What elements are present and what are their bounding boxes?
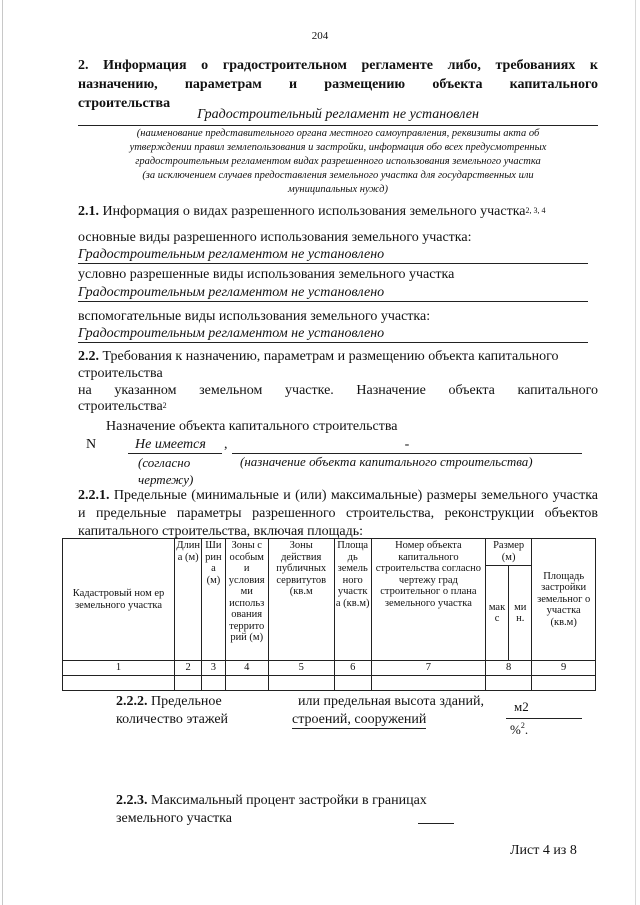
caption-object-purpose: (назначение объекта капитального строительства): [240, 454, 533, 469]
section-2-2-3-line-1: [116, 792, 427, 809]
col-number: 7: [371, 661, 485, 676]
th-size: Размер (м): [485, 539, 531, 566]
section-2-2-line-4-text: строительства: [78, 399, 163, 414]
th-length: Длин а (м): [175, 539, 202, 661]
col-number: 9: [532, 661, 596, 676]
basic-uses-label: основные виды разрешенного использования земельного участка:: [78, 230, 472, 245]
col-number: 2: [175, 661, 202, 676]
section-2-2-3-text: Максимальный процент застройки в границах: [147, 793, 427, 808]
section-2-2-text-2: строительства: [78, 366, 163, 381]
table-cell: [371, 676, 485, 691]
caption-line: муниципальных нужд): [288, 184, 388, 195]
caption-per-drawing: (согласно чертежу): [138, 455, 194, 487]
caption-line: (наименование представительного органа местного самоуправления, реквизиты акта об: [136, 128, 540, 139]
auxiliary-uses-value: Градостроительным регламентом не установлено: [78, 325, 588, 343]
page-number: 204: [311, 30, 329, 42]
parameters-table: [62, 538, 596, 691]
conditional-uses-label: условно разрешенные виды использования земельного участка: [78, 267, 455, 282]
col-number: 3: [202, 661, 225, 676]
col-number: 1: [63, 661, 175, 676]
col-number: 6: [334, 661, 371, 676]
percent-dot: .: [524, 722, 529, 737]
regulation-value: Градостроительный регламент не установлен: [78, 107, 598, 126]
section-2-2-1-text: Предельные (минимальные и (или) максимальные) размеры земельного участка и предельные параметры разрешенного строительства, реконструкции объектов капитального строительства, включая площадь:: [78, 488, 598, 539]
th-size-max: мак с: [485, 566, 508, 661]
section-2-title: [78, 56, 598, 113]
col-number: 8: [485, 661, 531, 676]
sheet-counter: Лист 4 из 8: [510, 843, 577, 858]
area-blank-line: [506, 717, 582, 719]
th-building-area: Площадь застройки земельног о участка (кв.м): [532, 539, 596, 661]
basic-uses-value: Градостроительным регламентом не установлено: [78, 246, 588, 264]
table-cell: [532, 676, 596, 691]
scan-edge-right: [635, 0, 636, 905]
section-2-2-2-right-1: или предельная высота зданий,: [298, 694, 484, 709]
object-number-text: Не имеется: [135, 437, 206, 452]
section-2-title-line-1: 2. Информация о градостроительном регламенте либо, требованиях к: [78, 58, 598, 73]
section-2-1-number: 2.1.: [78, 204, 99, 219]
section-2-1-heading: [78, 203, 546, 220]
th-special-zones: Зоны с особым и условия ми использ ования террито рий (м): [225, 539, 268, 661]
section-2-2-1-paragraph: [78, 487, 598, 541]
section-2-2-line-4-sup: 2: [162, 401, 167, 410]
th-width: Ши рин а (м): [202, 539, 225, 661]
section-2-2-line-4: [78, 398, 167, 415]
th-plot-area: Площа дь земель ного участк а (кв.м): [334, 539, 371, 661]
percent-sign: [510, 722, 528, 738]
percent-blank-line: [418, 822, 454, 824]
object-purpose-label: Назначение объекта капитального строительства: [106, 419, 398, 434]
th-cadastral: Кадастровый ном ер земельного участка: [63, 539, 175, 661]
th-object-number: Номер объекта капитального строительства согласно чертежу град строительног о плана земельного участка: [371, 539, 485, 661]
table-cell: [485, 676, 531, 691]
regulation-caption: [78, 127, 598, 197]
section-2-1-sup: 2, 3, 4: [525, 206, 546, 215]
caption-line: (за исключением случаев предоставления земельного участка для государственных или: [142, 170, 534, 181]
section-2-2-3-line-2: земельного участка: [116, 811, 232, 826]
table-cell: [175, 676, 202, 691]
caption-line: градостроительным регламентом видах разрешенного использования земельного участка: [135, 156, 541, 167]
conditional-uses-value: Градостроительным регламентом не установлено: [78, 284, 588, 302]
section-2-2-number: 2.2.: [78, 349, 99, 364]
section-2-title-line-3: строительства: [78, 96, 171, 111]
table-cell: [202, 676, 225, 691]
comma: ,: [224, 437, 228, 452]
table-cell: [63, 676, 175, 691]
scan-edge-left: [2, 0, 3, 905]
section-2-2-2-number: 2.2.2.: [116, 694, 148, 709]
section-2-2-2-text-1: Предельное: [147, 694, 222, 709]
section-2-2-3-number: 2.2.3.: [116, 793, 148, 808]
col-number: 5: [268, 661, 334, 676]
section-2-2-1-number: 2.2.1.: [78, 488, 110, 503]
object-purpose-value: -: [232, 436, 582, 454]
auxiliary-uses-label: вспомогательные виды использования земельного участка:: [78, 309, 431, 324]
section-2-1-text: Информация о видах разрешенного использования земельного участка: [99, 204, 526, 219]
percent-text: %: [510, 722, 521, 737]
section-2-2-text-1: Требования к назначению, параметрам и размещению объекта капитального: [99, 349, 559, 364]
area-unit: м2: [514, 699, 529, 714]
section-2-2-heading: [78, 348, 598, 382]
section-2-2-2-line-2: количество этажей: [116, 712, 229, 727]
percent-sup: 2: [520, 721, 525, 730]
table-cell: [334, 676, 371, 691]
caption-line: утверждении правил землепользования и застройки, информация обо всех предусмотренных: [129, 142, 547, 153]
object-number-value: [128, 436, 222, 454]
table-cell: [225, 676, 268, 691]
th-size-min: ми н.: [509, 566, 532, 661]
table-row: [63, 676, 596, 691]
section-2-title-line-2: назначению, параметрам и размещению объекта капитального: [78, 77, 598, 92]
th-easement-zones: Зоны действия публичных сервитутов (кв.м: [268, 539, 334, 661]
section-2-2-2-right-2: строений, сооружений: [292, 712, 427, 727]
col-number: 4: [225, 661, 268, 676]
table-cell: [268, 676, 334, 691]
n-label: N: [86, 437, 97, 452]
section-2-2-line-3: на указанном земельном участке. Назначение объекта капитального: [78, 383, 598, 398]
section-2-2-2-line-1: [116, 693, 222, 710]
